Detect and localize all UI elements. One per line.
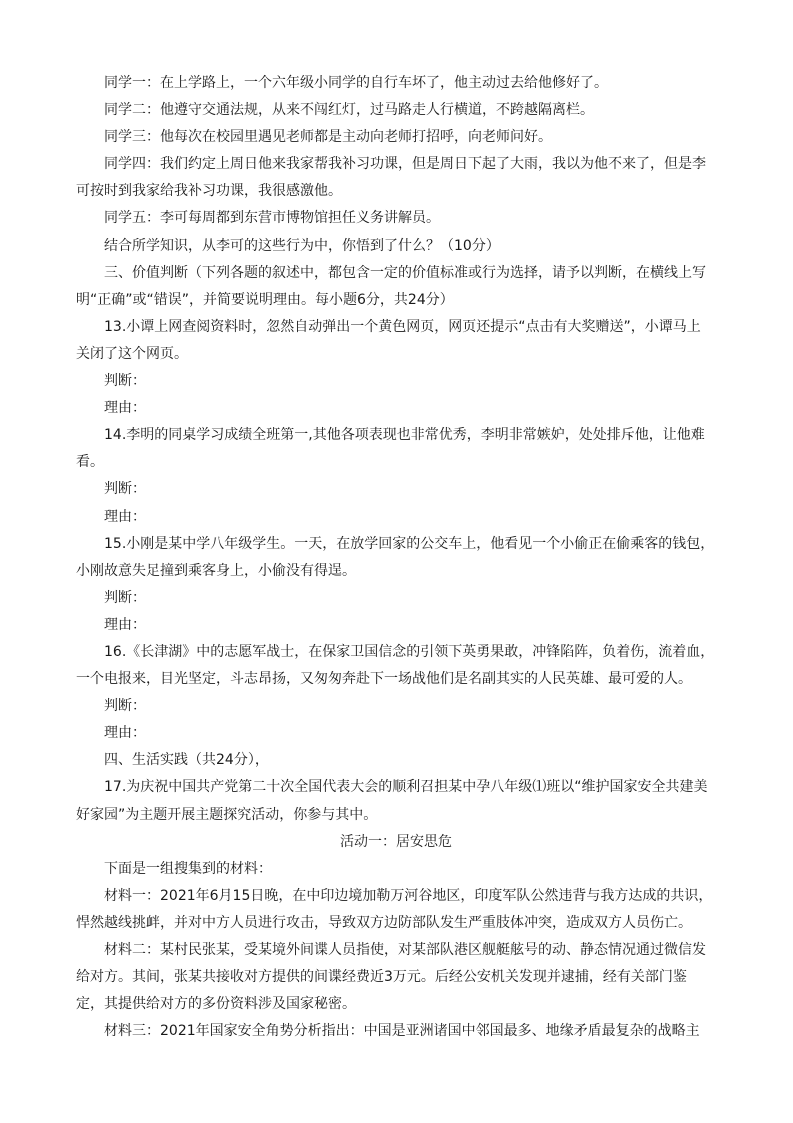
text-line: 16.《长津湖》中的志愿军战士，在保家卫国信念的引领下英勇果敢，冲锋陷阵，负着伤，流着血， [104, 643, 715, 660]
text-line: 判断： [104, 481, 146, 498]
text-line: 一个电报来，目光坚定，斗志昂扬，又匆匆奔赴下一场战他们是名副其实的人民英雄、最可爱的人。 [76, 671, 692, 688]
text-line: 小刚故意失足撞到乘客身上，小偷没有得逞。 [76, 562, 356, 579]
text-line: 材料一：2021年6月15日晚，在中印边境加勒万河谷地区，印度军队公然违背与我方达成的共识， [104, 887, 713, 904]
text-line: 理由： [104, 725, 146, 742]
text-line: 14.李明的同桌学习成绩全班第一,其他各项表现也非常优秀，李明非常嫉妒，处处排斥他，让他难 [104, 427, 705, 444]
text-line: 判断： [104, 373, 146, 390]
text-line: 悍然越线挑衅，并对中方人员进行攻击，导致双方边防部队发生严重肢体冲突，造成双方人员伤亡。 [76, 914, 692, 931]
text-line: 可按时到我家给我补习功课，我很感激他。 [76, 183, 342, 200]
text-line: 看。 [76, 454, 104, 471]
text-line: 同学五：李可每周都到东营市博物馆担任义务讲解员。 [104, 210, 440, 227]
text-line: 理由： [104, 616, 146, 633]
text-line: 下面是一组搜集到的材料： [104, 860, 272, 877]
text-line: 好家园”为主题开展主题探究活动，你参与其中。 [76, 806, 378, 823]
text-line: 定，其提供给对方的多份资料涉及国家秘密。 [76, 996, 356, 1013]
document-body [76, 70, 716, 1045]
section-heading: 活动一：居安思危 [340, 833, 452, 850]
text-line: 理由： [104, 400, 146, 417]
text-line: 同学二：他遵守交通法规，从来不闯红灯，过马路走人行横道，不跨越隔离栏。 [104, 102, 594, 119]
text-line: 明“正确”或“错误”，并简要说明理由。每小题6分，共24分） [76, 291, 454, 308]
text-line: 15.小刚是某中学八年级学生。一天，在放学回家的公交车上，他看见一个小偷正在偷乘客的钱包， [104, 535, 715, 552]
text-line: 同学一：在上学路上，一个六年级小同学的自行车坏了，他主动过去给他修好了。 [104, 75, 608, 91]
text-line: 理由： [104, 508, 146, 525]
text-line: 给对方。其间，张某共接收对方提供的间谍经费近3万元。后经公安机关发现并逮捕，经有关部门鉴 [76, 969, 687, 986]
text-line: 13.小谭上网查阅资料时，忽然自动弹出一个黄色网页，网页还提示“点击有大奖赠送”，小谭马上 [104, 318, 701, 335]
text-line: 同学三：他每次在校园里遇见老师都是主动向老师打招呼，向老师问好。 [104, 129, 552, 146]
text-line: 17.为庆祝中国共产党第二十次全国代表大会的顺利召担某中孕八年级⑴班以“维护国家安全共建美 [104, 779, 708, 796]
text-line: 关闭了这个网页。 [76, 345, 188, 362]
text-line: 结合所学知识，从李可的这些行为中，你悟到了什么？（10分） [104, 237, 500, 254]
text-line: 三、价值判断（下列各题的叙述中，都包含一定的价值标准或行为选择，请予以判断，在横线上写 [104, 264, 706, 281]
text-line: 材料二：某村民张某，受某境外间谍人员指使，对某部队港区舰艇舷号的动、静态情况通过微信发 [104, 942, 706, 958]
text-line: 四、生活实践（共24分）， [104, 752, 269, 769]
text-line: 判断： [104, 698, 146, 715]
text-line: 材料三：2021年国家安全角势分析指出：中国是亚洲诸国中邻国最多、地缘矛盾最复杂的战略主 [104, 1023, 700, 1040]
text-line: 判断： [104, 589, 146, 606]
text-line: 同学四：我们约定上周日他来我家帮我补习功课，但是周日下起了大雨，我以为他不来了，但是李 [104, 156, 706, 173]
